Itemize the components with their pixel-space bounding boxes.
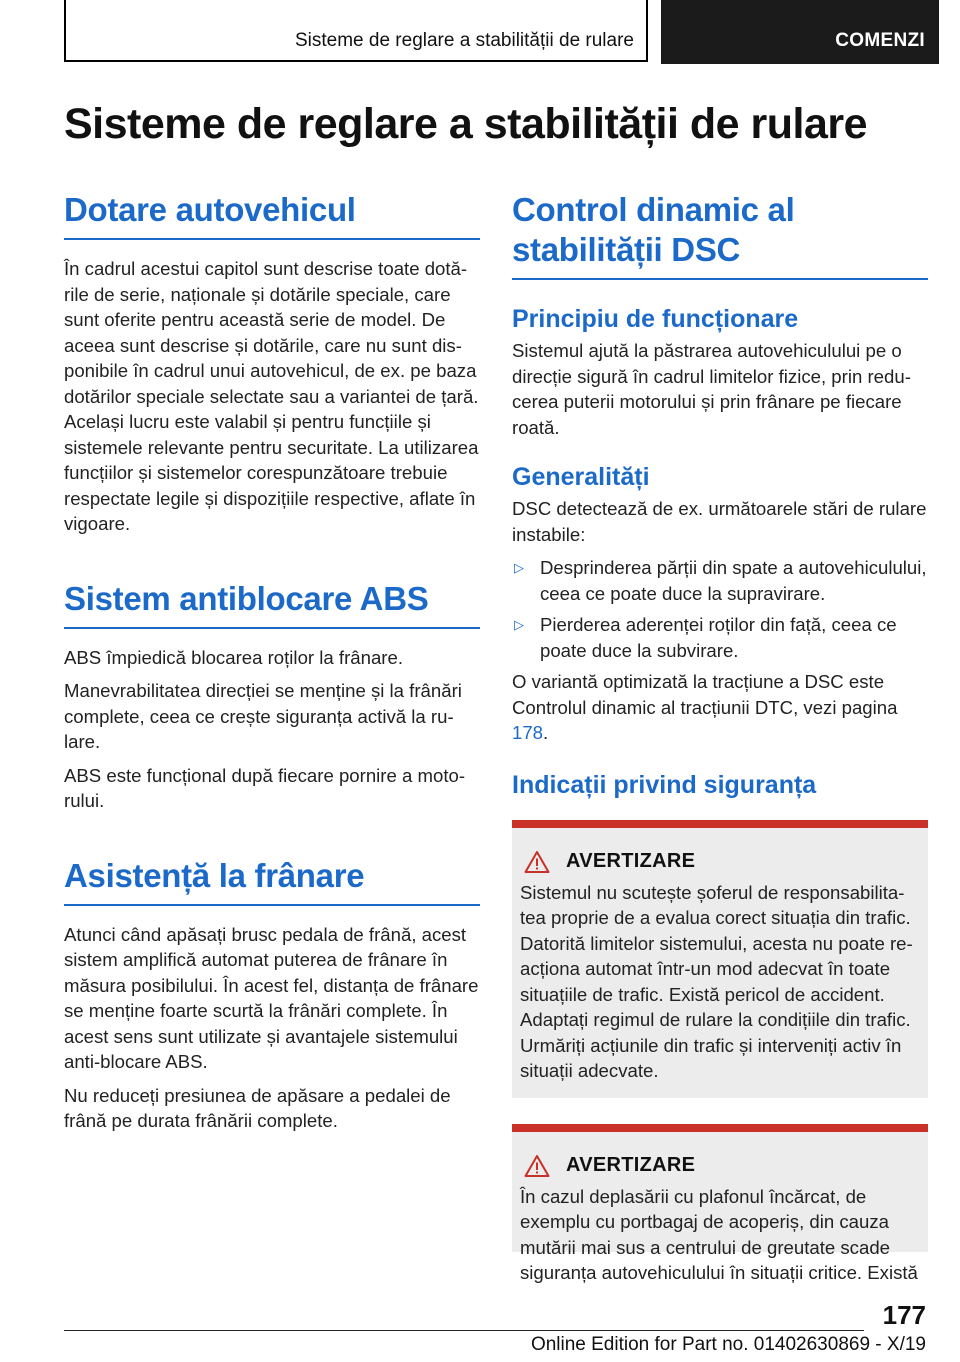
warning-box-1 [512,820,928,1098]
paragraph-asistenta-2: Nu reduceți presiunea de apăsare a pedalei de frână pe durata frânării complete. [64,1084,451,1131]
warning-header [520,1154,920,1178]
paragraph-generalitati-outro [512,669,928,746]
paragraph-abs-2: Manevrabilitatea direcției se menține și la frânări complete, ceea ce crește siguranța activă la rulare. [64,680,462,752]
right-column [512,190,928,1283]
bullet-text: Pierderea aderenței roților din față, ceea ce poate duce la subvirare. [540,614,897,661]
paragraph-asistenta-1: Atunci când apăsați brusc pedala de frână, acest sistem amplifică automat puterea de frânare în măsura posibilului. În acest fel, distanța de frânare se menține foarte scurtă la frânări complete. În acest sens sunt utilizate și avantajele sistemului anti-blocare ABS. [64,923,479,1072]
outro-end: . [543,722,549,743]
warning-title: AVERTIZARE [566,1154,696,1176]
heading-asistenta-franare: Asistență la frânare [64,856,480,906]
bullet-list-generalitati [512,555,928,663]
heading-dsc: Control dinamic al stabilității DSC [512,190,928,280]
warning-header [520,850,920,874]
header-chapter-box [64,0,648,62]
warning-text: Sistemul nu scutește șoferul de responsabilitatea proprie de a evalua corect situația din trafic. Datorită limitelor sistemului, acesta nu poate reacționa automat într-un mod adecvat în toate situațiile de trafic. Există pericol de accident. Adaptați regimul de rulare la condițiile din trafic. Urmăriți acțiunile din trafic și interveniți activ în situații adecvate. [520,881,913,1081]
outro-text: O variantă optimizată la tracțiune a DSC este Controlul dinamic al tracțiunii DTC, vezi pagina [512,671,898,718]
page-link-178[interactable]: 178 [512,722,544,743]
warning-box-2 [512,1124,928,1283]
page-number: 177 [882,1300,926,1330]
footer-divider [64,1330,864,1331]
footer-edition-text: Online Edition for Part no. 01402630869 - X/19 [530,1334,926,1355]
section-abs [64,579,480,814]
header-section-label: COMENZI [835,30,925,51]
section-asistenta-franare [64,856,480,1134]
bullet-text: Desprinderea părții din spate a autovehiculului, ceea ce poate duce la supravirare. [540,557,927,604]
paragraph-dotare: În cadrul acestui capitol sunt descrise toate dotările de serie, naționale și dotările speciale, care sunt oferite pentru această serie de model. De aceea sunt descrise și dotările, care nu sunt disponibile în cadrul unui autovehicul, de ex. pe baza dotărilor speciale selectate sau a variantei de țară. Același lucru este valabil și pentru funcțiile și sistemele relevante pentru securitate. La utilizarea funcțiilor și sistemelor corespunzătoare trebuie respectate legile și dispozițiile respective, aflate în vigoare. [64,258,479,534]
header-chapter-title: Sisteme de reglare a stabilității de rulare [294,30,634,51]
triangle-right-icon: ▷ [514,560,524,575]
warning-triangle-icon [524,850,550,874]
left-column [64,190,480,1134]
warning-triangle-icon [524,1154,550,1178]
list-item [512,612,928,663]
paragraph-abs-1: ABS împiedică blocarea roților la frânare. [64,646,403,668]
paragraph-principiu: Sistemul ajută la păstrarea autovehiculului pe o direcție sigură în cadrul limitelor fizice, prin reducerea puterii motorului și prin frânare pe fiecare roată. [512,340,911,438]
page-title: Sisteme de reglare a stabilității de rulare [64,100,868,148]
paragraph-abs-3: ABS este funcțional după fiecare pornire a motorului. [64,764,466,811]
heading-principiu: Principiu de funcționare [512,305,799,333]
paragraph-generalitati-intro: DSC detectează de ex. următoarele stări de rulare instabile: [512,498,927,545]
heading-abs: Sistem antiblocare ABS [64,579,480,629]
section-dotare-autovehicul [64,190,480,537]
header-section-tab[interactable] [661,0,939,64]
heading-dotare-autovehicul: Dotare autovehicul [64,190,480,240]
heading-generalitati: Generalități [512,463,650,491]
warning-text: În cazul deplasării cu plafonul încărcat, de exemplu cu portbagaj de acoperiș, din cauza mutării mai sus a centrului de greutate scade siguranța autovehiculului în situații critice. Există [520,1185,918,1283]
triangle-right-icon: ▷ [514,617,524,632]
heading-indicatii: Indicații privind siguranța [512,770,817,799]
list-item [512,555,928,606]
warning-title: AVERTIZARE [566,850,696,872]
